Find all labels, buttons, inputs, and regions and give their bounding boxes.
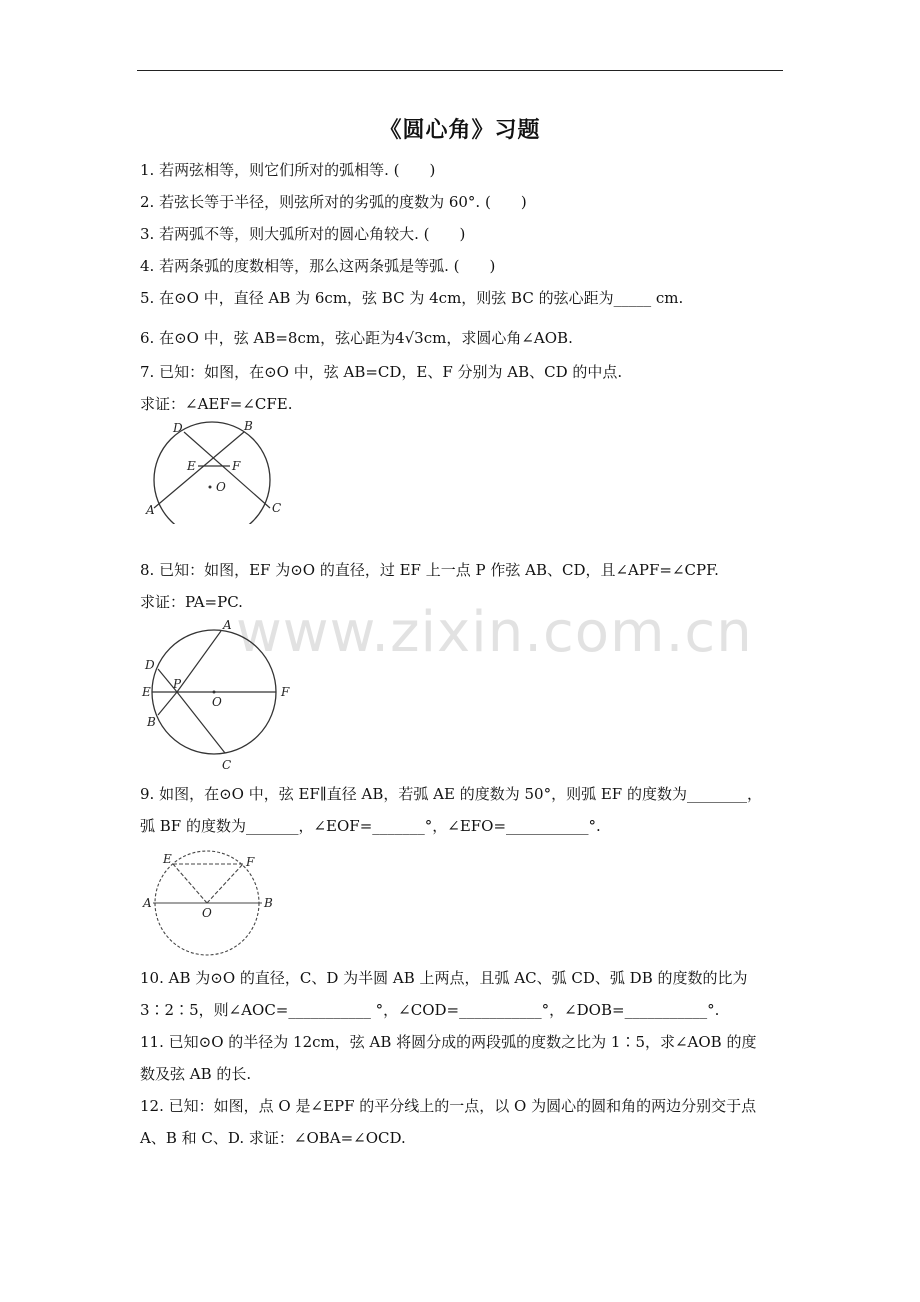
label-b: B bbox=[244, 419, 253, 433]
label-f: F bbox=[246, 855, 255, 869]
label-o: O bbox=[202, 906, 212, 920]
label-a: A bbox=[146, 503, 155, 517]
segment-of bbox=[207, 864, 243, 903]
label-b: B bbox=[147, 715, 156, 729]
figure-8-diagram bbox=[140, 614, 300, 774]
figure-7-diagram bbox=[140, 418, 290, 524]
question-7-statement: 7. 已知：如图，在⊙O 中，弦 AB=CD，E、F 分别为 AB、CD 的中点. bbox=[140, 363, 623, 381]
question-2: 2. 若弦长等于半径，则弦所对的劣弧的度数为 60°. ( ) bbox=[140, 193, 527, 211]
label-c: C bbox=[222, 758, 232, 772]
center-o bbox=[209, 486, 212, 489]
question-7-prove: 求证：∠AEF=∠CFE. bbox=[140, 395, 293, 413]
question-4: 4. 若两条弧的度数相等，那么这两条弧是等弧. ( ) bbox=[140, 257, 496, 275]
label-f: F bbox=[232, 459, 241, 473]
figure-7-circle bbox=[154, 422, 270, 524]
center-o bbox=[213, 691, 216, 694]
header-rule bbox=[137, 70, 783, 71]
label-o: O bbox=[212, 695, 222, 709]
question-12-line-1: 12. 已知：如图，点 O 是∠EPF 的平分线上的一点，以 O 为圆心的圆和角的两边分别交于点 bbox=[140, 1097, 757, 1115]
label-f: F bbox=[281, 685, 290, 699]
figure-9-diagram bbox=[140, 848, 290, 960]
label-c: C bbox=[272, 501, 282, 515]
question-5: 5. 在⊙O 中，直径 AB 为 6cm，弦 BC 为 4cm，则弦 BC 的弦心距为_____ cm. bbox=[140, 289, 684, 307]
question-10-line-2: 3∶2∶5，则∠AOC=___________ °，∠COD=___________°，∠DOB=___________°. bbox=[140, 1001, 720, 1019]
page-title: 《圆心角》习题 bbox=[379, 117, 541, 143]
label-e: E bbox=[163, 852, 172, 866]
question-11-line-2: 数及弦 AB 的长. bbox=[140, 1065, 252, 1083]
chord-pa bbox=[177, 631, 221, 692]
label-a: A bbox=[223, 618, 232, 632]
question-9-line-1: 9. 如图，在⊙O 中，弦 EF∥直径 AB，若弧 AE 的度数为 50°，则弧 EF 的度数为________， bbox=[140, 785, 762, 803]
label-o: O bbox=[216, 480, 226, 494]
question-12-line-2: A、B 和 C、D. 求证：∠OBA=∠OCD. bbox=[140, 1129, 406, 1147]
label-p: P bbox=[173, 677, 182, 691]
label-d: D bbox=[173, 421, 183, 435]
label-d: D bbox=[145, 658, 155, 672]
question-8-prove: 求证：PA=PC. bbox=[140, 593, 243, 611]
question-9-line-2: 弧 BF 的度数为_______，∠EOF=_______°，∠EFO=___________°. bbox=[140, 817, 601, 835]
question-3: 3. 若两弧不等，则大弧所对的圆心角较大. ( ) bbox=[140, 225, 466, 243]
question-11-line-1: 11. 已知⊙O 的半径为 12cm，弦 AB 将圆分成的两段弧的度数之比为 1∶5，求∠AOB 的度 bbox=[140, 1033, 757, 1051]
watermark: www.zixin.com.cn bbox=[236, 600, 753, 665]
question-6-prefix: 6. 在⊙O 中，弦 AB=8cm，弦心距为 bbox=[140, 329, 396, 347]
label-e: E bbox=[187, 459, 196, 473]
label-a: A bbox=[143, 896, 152, 910]
question-8-statement: 8. 已知：如图，EF 为⊙O 的直径，过 EF 上一点 P 作弦 AB、CD，且∠APF=∠CPF. bbox=[140, 561, 719, 579]
question-6 bbox=[140, 328, 573, 348]
label-e: E bbox=[142, 685, 151, 699]
question-10-line-1: 10. AB 为⊙O 的直径，C、D 为半圆 AB 上两点，且弧 AC、弧 CD、弧 DB 的度数的比为 bbox=[140, 969, 748, 987]
question-6-suffix: ，求圆心角∠AOB. bbox=[446, 329, 573, 347]
question-1: 1. 若两弦相等，则它们所对的弧相等. ( ) bbox=[140, 161, 436, 179]
question-6-expression: 4√3cm bbox=[395, 329, 447, 347]
label-b: B bbox=[264, 896, 273, 910]
segment-oe bbox=[173, 864, 207, 903]
chord-pb bbox=[158, 692, 177, 715]
